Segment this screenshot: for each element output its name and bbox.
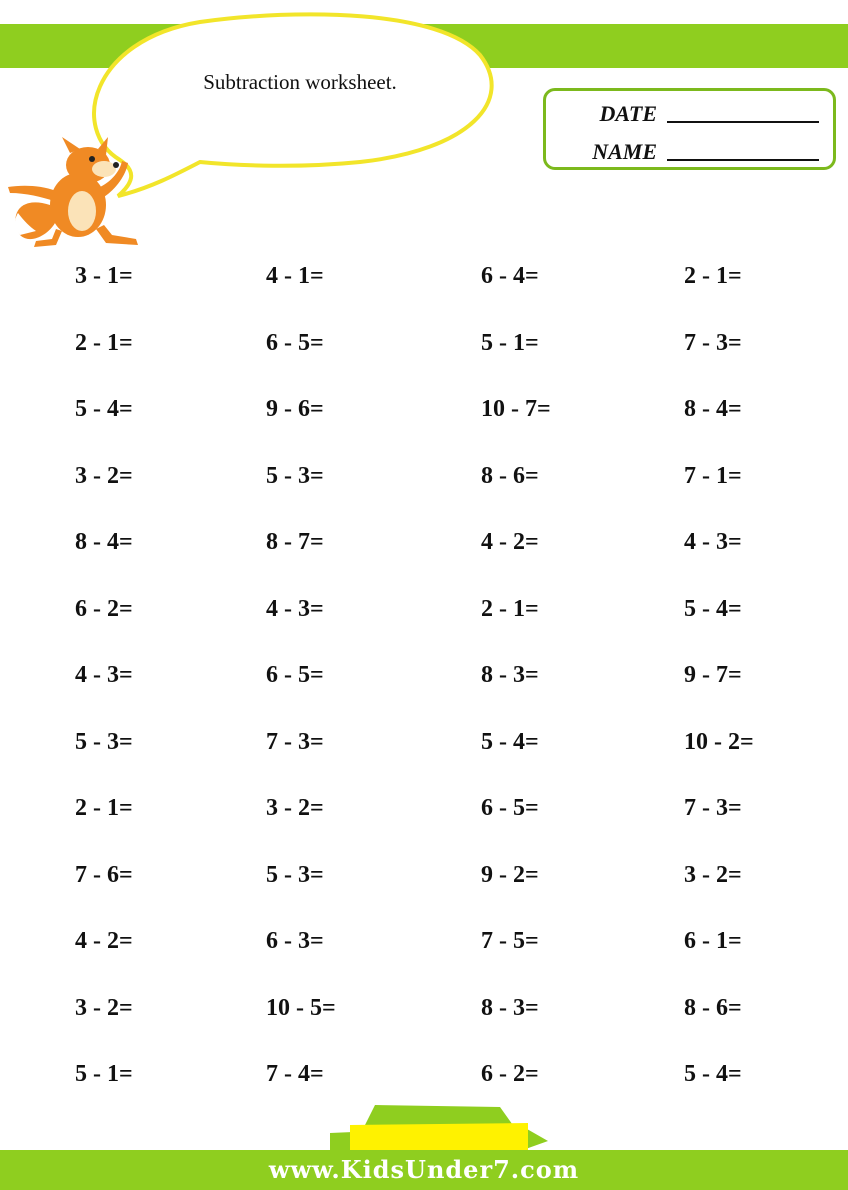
problem-r10-c2: 5 - 3=: [266, 862, 324, 888]
problem-r8-c1: 5 - 3=: [75, 729, 133, 755]
problem-r12-c1: 3 - 2=: [75, 995, 133, 1021]
name-label: NAME: [592, 139, 657, 164]
worksheet-title: Subtraction worksheet.: [203, 70, 397, 94]
problem-r13-c2: 7 - 4=: [266, 1061, 324, 1087]
problem-r9-c4: 7 - 3=: [684, 795, 742, 821]
problem-r11-c4: 6 - 1=: [684, 928, 742, 954]
problem-r7-c3: 8 - 3=: [481, 662, 539, 688]
problem-r7-c1: 4 - 3=: [75, 662, 133, 688]
site-url: www.KidsUnder7.com: [268, 1155, 580, 1184]
problem-r11-c3: 7 - 5=: [481, 928, 539, 954]
problem-r6-c4: 5 - 4=: [684, 596, 742, 622]
problem-r6-c2: 4 - 3=: [266, 596, 324, 622]
problem-r5-c4: 4 - 3=: [684, 529, 742, 555]
problem-r11-c1: 4 - 2=: [75, 928, 133, 954]
problem-r8-c2: 7 - 3=: [266, 729, 324, 755]
problem-r2-c3: 5 - 1=: [481, 330, 539, 356]
problem-r3-c4: 8 - 4=: [684, 396, 742, 422]
problem-r1-c2: 4 - 1=: [266, 263, 324, 289]
name-field[interactable]: [549, 139, 819, 163]
problem-r3-c1: 5 - 4=: [75, 396, 133, 422]
problem-r5-c3: 4 - 2=: [481, 529, 539, 555]
problem-r2-c1: 2 - 1=: [75, 330, 133, 356]
problem-r12-c2: 10 - 5=: [266, 995, 336, 1021]
problem-r4-c1: 3 - 2=: [75, 463, 133, 489]
problem-r12-c3: 8 - 3=: [481, 995, 539, 1021]
problem-r8-c3: 5 - 4=: [481, 729, 539, 755]
problem-r5-c1: 8 - 4=: [75, 529, 133, 555]
problem-r1-c1: 3 - 1=: [75, 263, 133, 289]
problem-r3-c2: 9 - 6=: [266, 396, 324, 422]
name-line: [667, 159, 819, 161]
problem-r13-c4: 5 - 4=: [684, 1061, 742, 1087]
problem-r2-c4: 7 - 3=: [684, 330, 742, 356]
problem-r13-c3: 6 - 2=: [481, 1061, 539, 1087]
problem-r10-c3: 9 - 2=: [481, 862, 539, 888]
date-field[interactable]: [549, 101, 819, 125]
date-name-box: [543, 88, 836, 170]
problem-r2-c2: 6 - 5=: [266, 330, 324, 356]
problem-r1-c4: 2 - 1=: [684, 263, 742, 289]
problem-r9-c1: 2 - 1=: [75, 795, 133, 821]
date-line: [667, 121, 819, 123]
problem-r9-c2: 3 - 2=: [266, 795, 324, 821]
problem-r10-c1: 7 - 6=: [75, 862, 133, 888]
date-label: DATE: [599, 101, 657, 126]
problem-r13-c1: 5 - 1=: [75, 1061, 133, 1087]
problem-r8-c4: 10 - 2=: [684, 729, 754, 755]
problem-r11-c2: 6 - 3=: [266, 928, 324, 954]
problem-r9-c3: 6 - 5=: [481, 795, 539, 821]
problem-r5-c2: 8 - 7=: [266, 529, 324, 555]
problem-r3-c3: 10 - 7=: [481, 396, 551, 422]
problem-r4-c4: 7 - 1=: [684, 463, 742, 489]
problem-r6-c1: 6 - 2=: [75, 596, 133, 622]
problem-r4-c2: 5 - 3=: [266, 463, 324, 489]
problem-r7-c4: 9 - 7=: [684, 662, 742, 688]
problem-r7-c2: 6 - 5=: [266, 662, 324, 688]
problem-r4-c3: 8 - 6=: [481, 463, 539, 489]
problem-r1-c3: 6 - 4=: [481, 263, 539, 289]
footer-ribbon-decoration: [0, 1095, 848, 1155]
problem-r6-c3: 2 - 1=: [481, 596, 539, 622]
problem-r12-c4: 8 - 6=: [684, 995, 742, 1021]
problem-r10-c4: 3 - 2=: [684, 862, 742, 888]
bottom-green-band: [0, 1150, 848, 1190]
fox-mascot-icon: [0, 135, 150, 255]
